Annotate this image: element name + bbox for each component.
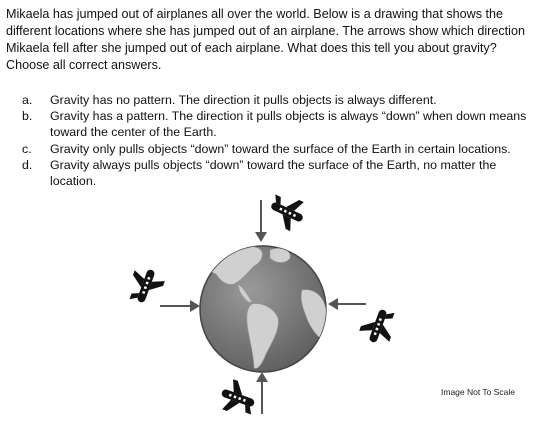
right-arrow <box>328 298 366 310</box>
airplane-icon <box>217 377 261 419</box>
choice-letter: b. <box>22 109 33 124</box>
choice-text: Gravity has a pattern. The direction it pulls objects is always “down” when down means toward the center of the Earth. <box>50 109 527 140</box>
choice-letter: a. <box>22 93 33 107</box>
airplane-icon <box>357 304 399 348</box>
question-text: Mikaela has jumped out of airplanes all over the world. Below is a drawing that shows the different locations where she has jumped out of an airplane. The arrows show which direction Mikaela fell after she jumped out of each airplane. What does this tell you about gravity? Choose all correct answers. <box>6 7 525 72</box>
choice-b[interactable] <box>22 108 527 140</box>
choice-text: Gravity always pulls objects “down” toward the surface of the Earth, no matter the location. <box>50 157 497 189</box>
earth-globe-icon <box>200 246 326 372</box>
bottom-arrow <box>256 372 268 414</box>
airplane-icon <box>264 192 309 234</box>
choice-a[interactable] <box>22 92 527 108</box>
gravity-figure <box>120 192 420 425</box>
scale-note: Image Not To Scale <box>441 387 516 397</box>
airplane-icon <box>125 265 167 309</box>
top-arrow <box>255 200 267 242</box>
left-arrow <box>160 300 200 312</box>
choice-letter: d. <box>22 157 33 172</box>
choice-d[interactable] <box>22 157 527 189</box>
choice-letter: c. <box>22 141 32 156</box>
choice-text: Gravity only pulls objects “down” toward the surface of the Earth in certain locations. <box>50 141 511 156</box>
answer-choices <box>22 92 527 189</box>
choice-text: Gravity has no pattern. The direction it pulls objects is always different. <box>50 93 437 107</box>
choice-c[interactable] <box>22 141 527 157</box>
